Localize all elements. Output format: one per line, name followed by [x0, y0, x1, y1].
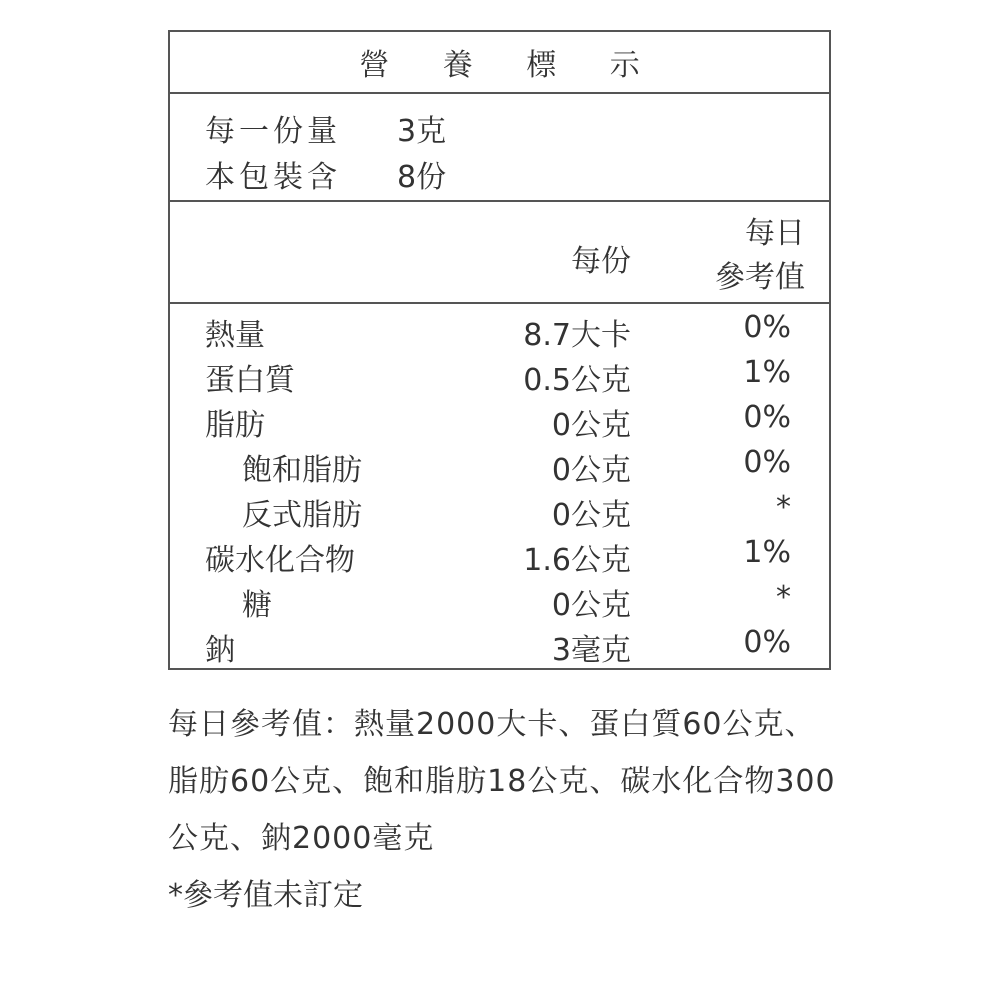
nutrient-daily-value: 0% — [743, 625, 791, 660]
nutrient-daily-value: * — [776, 490, 791, 525]
nutrient-amount: 8.7大卡 — [523, 318, 631, 353]
nutrient-amount: 0公克 — [551, 453, 631, 488]
nutrient-amount: 0.5公克 — [523, 363, 631, 398]
nutrient-amount: 0公克 — [551, 408, 631, 443]
not-established-footnote: *參考值未訂定 — [168, 878, 363, 913]
daily-value-header — [715, 212, 805, 300]
nutrient-name: 脂肪 — [205, 408, 265, 443]
daily-value-header-line1: 每日 — [745, 216, 805, 251]
column-headers — [170, 202, 829, 304]
nutrient-name: 反式脂肪 — [242, 498, 362, 533]
nutrient-amount: 1.6公克 — [523, 543, 631, 578]
nutrient-daily-value: 0% — [743, 400, 791, 435]
nutrient-amount: 0公克 — [551, 498, 631, 533]
nutrient-name: 糖 — [242, 588, 272, 623]
nutrient-name: 蛋白質 — [205, 363, 295, 398]
nutrient-amount: 0公克 — [551, 588, 631, 623]
nutrient-daily-value: 1% — [743, 355, 791, 390]
nutrient-name: 飽和脂肪 — [242, 453, 362, 488]
nutrient-row-sodium — [170, 619, 829, 668]
nutrient-row-saturated-fat — [170, 439, 829, 488]
nutrient-name: 碳水化合物 — [205, 543, 355, 578]
nutrient-amount: 3毫克 — [551, 633, 631, 668]
serving-size-value: 3克 — [397, 114, 447, 149]
nutrition-label — [168, 30, 831, 670]
nutrient-row-carbohydrate — [170, 529, 829, 578]
servings-per-package-line — [205, 152, 446, 196]
nutrient-row-fat — [170, 394, 829, 443]
daily-reference-footnote: 每日參考值：熱量2000大卡、蛋白質60公克、脂肪60公克、飽和脂肪18公克、碳水化合物300公克、鈉2000毫克 — [168, 707, 836, 856]
nutrient-row-sugar — [170, 574, 829, 623]
servings-per-package-label: 本包裝含 — [205, 160, 341, 195]
nutrient-daily-value: 0% — [743, 445, 791, 480]
serving-info — [170, 94, 829, 202]
nutrient-row-trans-fat — [170, 484, 829, 533]
nutrient-name: 熱量 — [205, 318, 265, 353]
serving-size-line — [205, 106, 446, 150]
nutrient-daily-value: 1% — [743, 535, 791, 570]
servings-per-package-value: 8份 — [397, 160, 447, 195]
nutrition-title: 營 養 標 示 — [170, 32, 829, 94]
serving-size-label: 每一份量 — [205, 114, 341, 149]
nutrient-name: 鈉 — [205, 633, 235, 668]
nutrient-row-calories — [170, 304, 829, 353]
nutrient-daily-value: 0% — [743, 310, 791, 345]
nutrient-row-protein — [170, 349, 829, 398]
per-serving-header: 每份 — [571, 244, 631, 279]
daily-value-header-line2: 參考值 — [715, 260, 805, 295]
nutrient-daily-value: * — [776, 580, 791, 615]
